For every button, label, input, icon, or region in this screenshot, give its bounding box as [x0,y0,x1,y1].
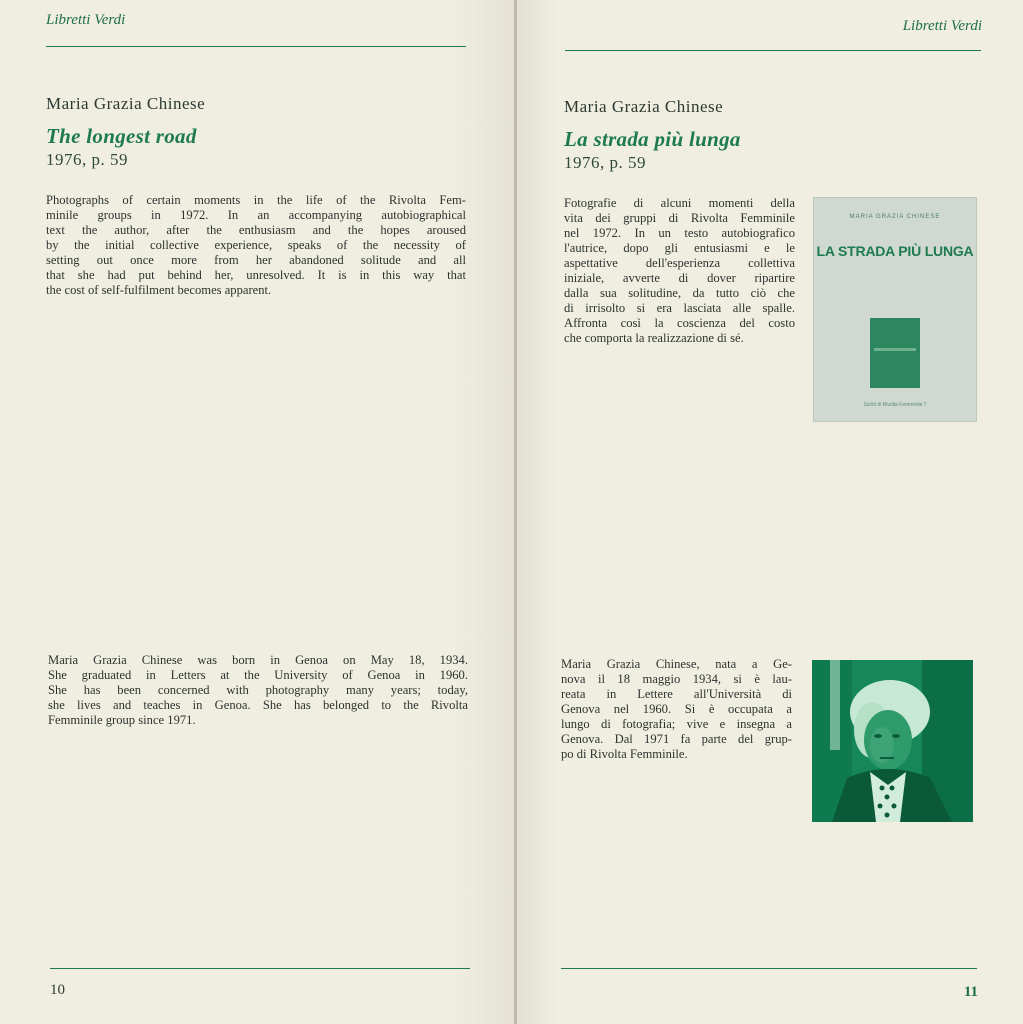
text-line: po di Rivolta Femminile. [561,747,688,761]
text-line: minile groups in 1972. In an accompanying autobiographical [46,208,466,222]
text-line: Fotografie di alcuni momenti della [564,196,795,210]
book-meta-left: 1976, p. 59 [46,150,128,169]
author-portrait-photo [812,660,973,822]
book-cover-image [813,197,977,422]
footer-rule-left [50,968,470,969]
text-line: di irrisolto si era lasciata alle spalle. [564,301,795,315]
text-line: iniziale, avverte di dover ripartire [564,271,795,285]
book-title-right: La strada più lunga [564,127,741,151]
text-line: Femminile group since 1971. [48,713,196,727]
text-line: that she had put behind her, unresolved. It is in this way that [46,268,466,282]
text-line: text the author, after the enthusiasm and the hopes aroused [46,223,466,237]
text-line: nova il 18 maggio 1934, si è lau- [561,672,792,686]
text-line: Genova. Dal 1971 fa parte del grup- [561,732,792,746]
page-number-left: 10 [50,982,65,998]
text-line: Affronta così la coscienza del costo [564,316,795,330]
text-line: the cost of self-fulfilment becomes apparent. [46,283,272,297]
cover-footer: Scritti di Rivolta Femminile 7 [863,402,927,408]
text-line: She has been concerned with photography many years; today, [48,683,468,697]
text-line: aspettative dell'esperienza collettiva [564,256,795,270]
bio-left [48,653,468,728]
description-right [564,196,795,346]
book-author-left: Maria Grazia Chinese [46,94,206,113]
cover-inset-line [874,348,916,351]
text-line: vita dei gruppi di Rivolta Femminile [564,211,795,225]
text-line: Maria Grazia Chinese was born in Genoa on May 18, 1934. [48,653,468,667]
text-line: nel 1972. In un testo autobiografico [564,226,795,240]
book-meta-right: 1976, p. 59 [564,153,646,172]
text-line: reata in Lettere all'Università di [561,687,792,701]
page-number-right: 11 [963,984,978,1000]
text-line: setting out once more from her abandoned solitude and all [46,253,466,267]
book-author-right: Maria Grazia Chinese [564,97,724,116]
description-left [46,193,466,298]
header-rule-left [46,46,466,47]
running-head-right: Libretti Verdi [902,18,982,34]
cover-title: LA STRADA PIÙ LUNGA [816,243,974,259]
running-head-left: Libretti Verdi [46,12,126,28]
text-line: che comporta la realizzazione di sé. [564,331,744,345]
text-line: l'autrice, dopo gli entusiasmi e le [564,241,795,255]
text-line: dalla sua solitudine, da tutto ciò che [564,286,795,300]
cover-author: MARIA GRAZIA CHINESE [849,214,941,220]
text-line: She graduated in Letters at the University of Genoa in 1960. [48,668,468,682]
text-line: lungo di fotografia; vive e insegna a [561,717,792,731]
header-rule-right [565,50,981,51]
text-line: she lives and teaches in Genoa. She has belonged to the Rivolta [48,698,468,712]
right-page [517,0,1023,1024]
footer-rule-right [561,968,977,969]
text-line: Photographs of certain moments in the life of the Rivolta Fem- [46,193,466,207]
book-title-left: The longest road [46,124,197,148]
cover-inset-square [870,318,920,388]
bio-right [561,657,792,762]
text-line: Maria Grazia Chinese, nata a Ge- [561,657,792,671]
text-line: by the initial collective experience, speaks of the necessity of [46,238,466,252]
text-line: Genova nel 1960. Si è occupata a [561,702,792,716]
portrait-illustration [812,660,973,822]
